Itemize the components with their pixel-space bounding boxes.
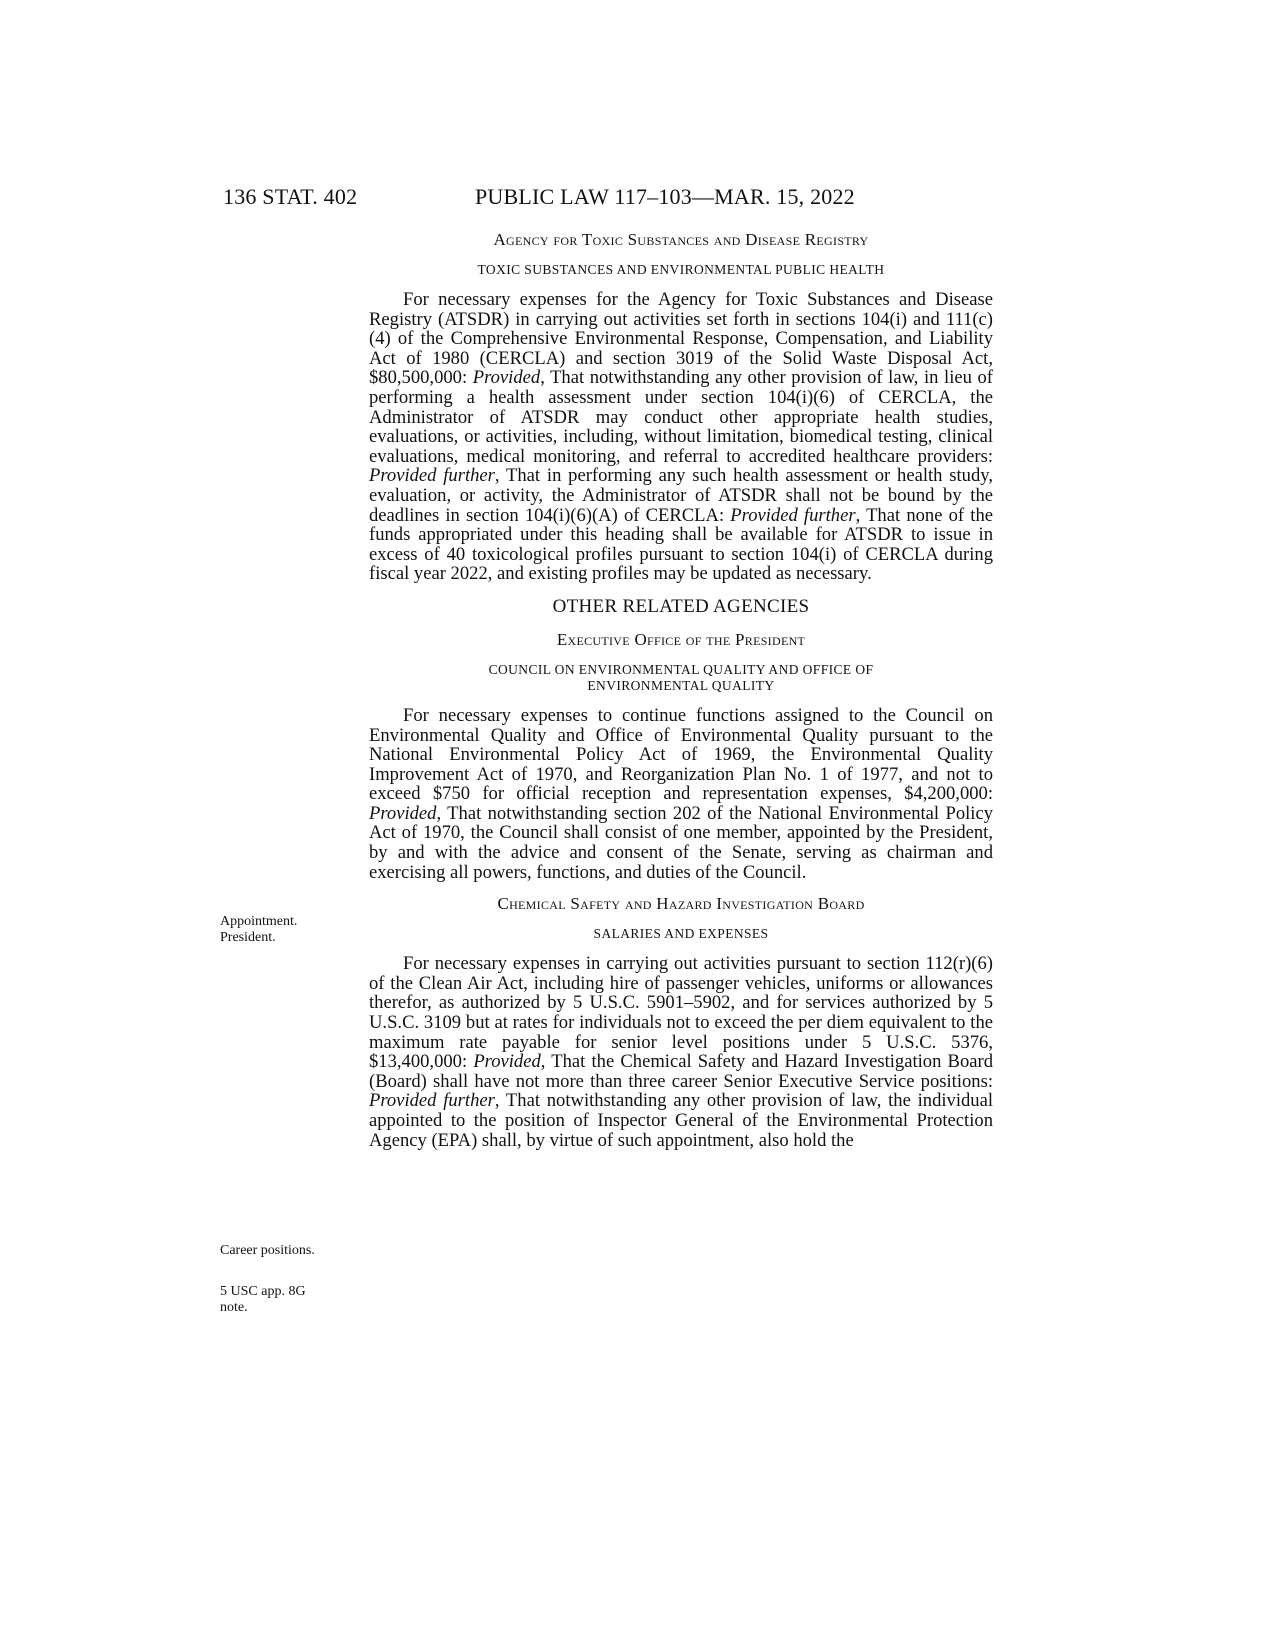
text-run: For necessary expenses for the Agency for Toxic Substances and Disease Registry (ATSDR) in carrying out activities set forth in sections 104(i) and 111(c)(4) of the Comprehensive Environmental Response, Compensation, and Liability Act of 1980 (CERCLA) and section 3019 of the Solid Waste Disposal Act, $80,500,000: xyxy=(369,289,993,389)
margin-note-line: 5 USC app. 8G xyxy=(220,1284,306,1299)
atsdr-paragraph xyxy=(369,290,993,584)
margin-note-line: Appointment. xyxy=(220,914,298,929)
atsdr-heading: Agency for Toxic Substances and Disease Registry xyxy=(493,230,869,249)
csb-paragraph xyxy=(369,954,993,1150)
text-run: , That in performing any such health assessment or health study, evaluation, or activity, the Administrator of ATSDR shall not be bound by the deadlines in section 104(i)(6)(A) of CERCLA: xyxy=(369,465,994,526)
text-run: , That notwithstanding any other provision of law, in lieu of performing a health assessment under section 104(i)(6) of CERCLA, the Administrator of ATSDR may conduct other appropriate health studies, evaluations, or activities, including, without limitation, biomedical testing, clinical evaluations, medical monitoring, and referral to accredited healthcare providers: xyxy=(369,367,993,467)
text-run: For necessary expenses in carrying out activities pursuant to section 112(r)(6) of the Clean Air Act, including hire of passenger vehicles, uniforms or allowances therefor, as authorized by 5 U.S.C. 5901–5902, and for services authorized by 5 U.S.C. 3109 but at rates for individuals not to exceed the per diem equivalent to the maximum rate payable for senior level positions under 5 U.S.C. 5376, $13,400,000: xyxy=(369,953,993,1073)
provided-term: Provided xyxy=(473,1051,541,1073)
ceq-subheading-line: COUNCIL ON ENVIRONMENTAL QUALITY AND OFFICE OF xyxy=(488,661,874,677)
margin-note-line: Career positions. xyxy=(220,1243,315,1258)
provided-term: Provided further xyxy=(369,1090,495,1112)
ceq-paragraph xyxy=(369,706,993,882)
running-header-title: PUBLIC LAW 117–103—MAR. 15, 2022 xyxy=(475,184,855,209)
text-run: , That notwithstanding section 202 of the National Environmental Policy Act of 1970, the Council shall consist of one member, appointed by the President, by and with the advice and consent of the Senate, serving as chairman and exercising all powers, functions, and duties of the Council. xyxy=(369,802,993,883)
atsdr-subheading: TOXIC SUBSTANCES AND ENVIRONMENTAL PUBLIC HEALTH xyxy=(477,262,885,277)
other-agencies-heading: OTHER RELATED AGENCIES xyxy=(552,595,810,617)
provided-term: Provided xyxy=(369,802,437,824)
text-run: , That the Chemical Safety and Hazard Investigation Board (Board) shall have not more than three career Senior Executive Service positions: xyxy=(369,1051,993,1092)
text-run: , That none of the funds appropriated under this heading shall be available for ATSDR to issue in excess of 40 toxicological profiles pursuant to section 104(i) of CERCLA during fiscal year 2022, and existing profiles may be updated as necessary. xyxy=(369,504,994,585)
ceq-subheading-line: ENVIRONMENTAL QUALITY xyxy=(587,677,775,693)
body-column xyxy=(369,230,993,1162)
margin-note-line: note. xyxy=(220,1300,248,1315)
margin-note-usc xyxy=(220,1284,306,1316)
margin-note-career xyxy=(220,1243,315,1259)
text-run: , That notwithstanding any other provision of law, the individual appointed to the position of Inspector General of the Environmental Protection Agency (EPA) shall, by virtue of such appointment, also hold the xyxy=(369,1090,994,1151)
provided-term: Provided further xyxy=(369,465,495,487)
csb-subheading: SALARIES AND EXPENSES xyxy=(593,926,769,942)
eop-heading: Executive Office of the President xyxy=(556,629,806,649)
provided-term: Provided further xyxy=(730,504,856,526)
margin-note-line: President. xyxy=(220,930,276,945)
provided-term: Provided xyxy=(472,367,541,389)
ceq-subheading xyxy=(369,662,993,694)
text-run: For necessary expenses to continue functions assigned to the Council on Environmental Quality and Office of Environmental Quality pursuant to the National Environmental Policy Act of 1969, the Environmental Quality Improvement Act of 1970, and Reorganization Plan No. 1 of 1977, and not to exceed $750 for official reception and representation expenses, $4,200,000: xyxy=(369,704,993,805)
margin-note-appointment xyxy=(220,914,297,946)
csb-heading: Chemical Safety and Hazard Investigation Board xyxy=(497,894,865,914)
stat-page-number: 136 STAT. 402 xyxy=(223,184,358,209)
